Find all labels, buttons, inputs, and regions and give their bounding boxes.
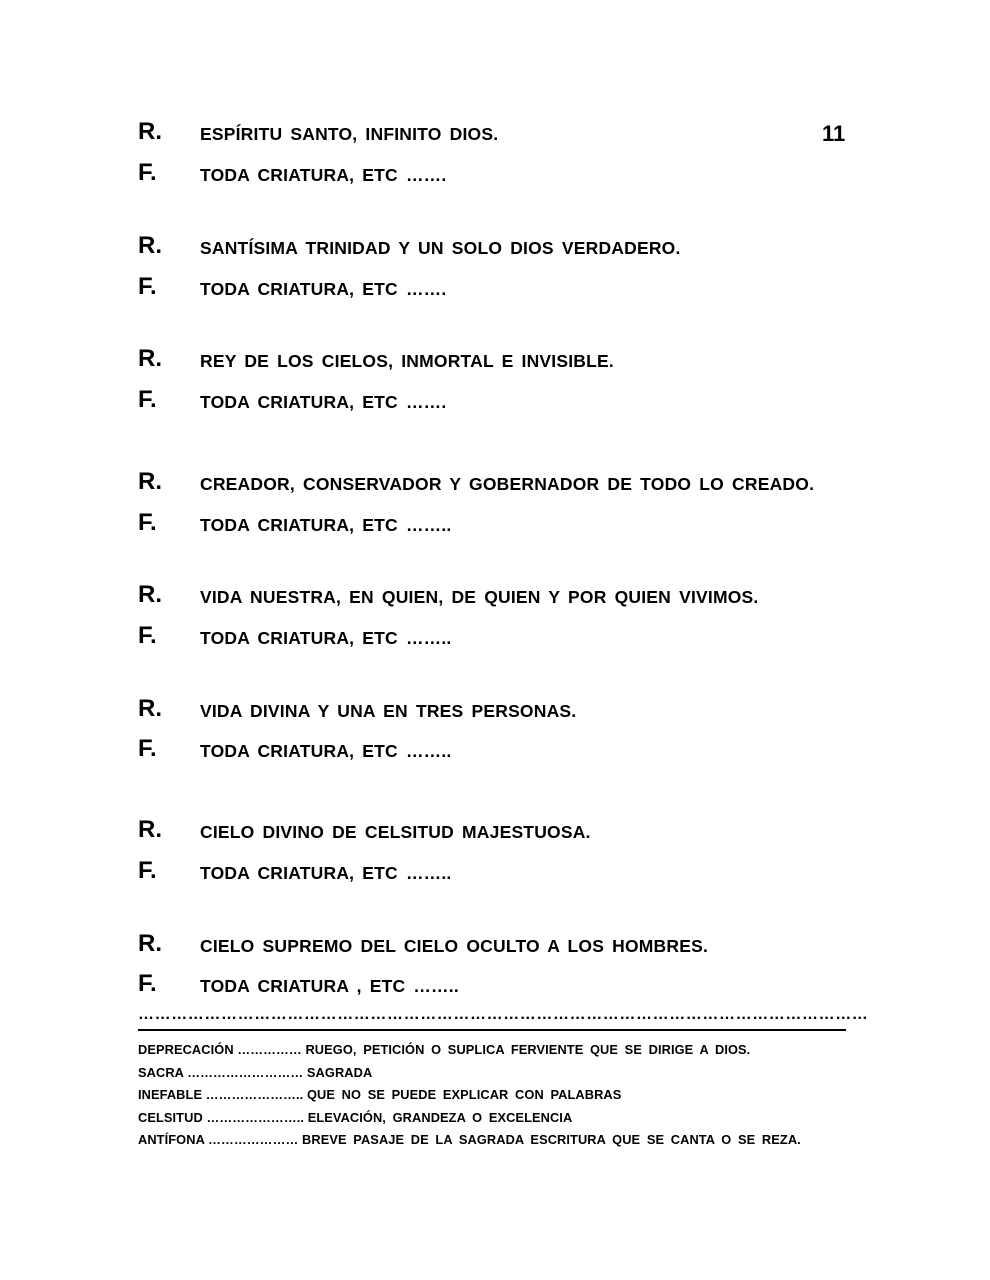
line-marker: R. <box>138 816 162 843</box>
glossary-definition: RUEGO, PETICIÓN O SUPLICA FERVIENTE QUE SE DIRIGE A DIOS. <box>305 1042 751 1057</box>
glossary-term: DEPRECACIÓN <box>138 1042 234 1057</box>
dotted-divider <box>138 1006 869 1031</box>
glossary-definition: QUE NO SE PUEDE EXPLICAR CON PALABRAS <box>306 1087 622 1102</box>
line-text: TODA CRIATURA, ETC ……. <box>200 279 447 299</box>
glossary-term: CELSITUD <box>138 1109 203 1125</box>
line-marker: R. <box>138 695 162 722</box>
line-text: TODA CRIATURA , ETC …….. <box>200 976 459 996</box>
glossary-term: INEFABLE <box>138 1087 203 1102</box>
divider-dots: …………………………………………………………………………………………………………………… <box>138 1006 869 1023</box>
line-marker: R. <box>138 232 162 259</box>
line-text: TODA CRIATURA, ETC …….. <box>200 741 452 761</box>
line-text: TODA CRIATURA, ETC ……. <box>200 165 447 185</box>
line-marker: F. <box>138 857 157 884</box>
line-marker: F. <box>138 386 157 413</box>
line-text: TODA CRIATURA, ETC ……. <box>200 392 447 412</box>
glossary-leader: ………………….. <box>206 1109 308 1125</box>
page-number: 11 <box>822 121 846 146</box>
line-marker: F. <box>138 273 157 300</box>
glossary-term: ANTÍFONA <box>138 1132 205 1147</box>
line-text: SANTÍSIMA TRINIDAD Y UN SOLO DIOS VERDADERO. <box>200 238 681 258</box>
line-marker: F. <box>138 509 157 536</box>
line-marker: R. <box>138 118 162 145</box>
line-marker: F. <box>138 159 157 186</box>
glossary-entry <box>138 1042 858 1065</box>
line-text: CREADOR, CONSERVADOR Y GOBERNADOR DE TODO LO CREADO. <box>200 474 815 494</box>
glossary-leader: ………………… <box>208 1132 303 1147</box>
line-text: REY DE LOS CIELOS, INMORTAL E INVISIBLE. <box>200 351 614 371</box>
line-text: VIDA NUESTRA, EN QUIEN, DE QUIEN Y POR QUIEN VIVIMOS. <box>200 587 759 607</box>
line-marker: R. <box>138 930 162 957</box>
line-marker: R. <box>138 581 162 608</box>
line-marker: R. <box>138 345 162 372</box>
glossary-entry <box>138 1132 858 1155</box>
glossary <box>138 1042 858 1155</box>
line-text: CIELO DIVINO DE CELSITUD MAJESTUOSA. <box>200 822 591 842</box>
glossary-leader: …………… <box>237 1042 306 1057</box>
line-text: VIDA DIVINA Y UNA EN TRES PERSONAS. <box>200 701 577 721</box>
glossary-definition: ELEVACIÓN, GRANDEZA O EXCELENCIA <box>307 1109 573 1125</box>
line-text: ESPÍRITU SANTO, INFINITO DIOS. <box>200 124 499 144</box>
glossary-definition: SAGRADA <box>306 1064 373 1080</box>
line-marker: F. <box>138 970 157 997</box>
line-marker: R. <box>138 468 162 495</box>
line-text: TODA CRIATURA, ETC …….. <box>200 628 452 648</box>
glossary-definition: BREVE PASAJE DE LA SAGRADA ESCRITURA QUE SE CANTA O SE REZA. <box>302 1132 801 1147</box>
line-marker: F. <box>138 735 157 762</box>
glossary-leader: ……………………… <box>187 1064 307 1080</box>
line-text: TODA CRIATURA, ETC …….. <box>200 515 452 535</box>
glossary-entry <box>138 1110 858 1133</box>
glossary-entry <box>138 1087 858 1110</box>
line-marker: F. <box>138 622 157 649</box>
line-text: TODA CRIATURA, ETC …….. <box>200 863 452 883</box>
glossary-leader: ………………….. <box>205 1087 307 1102</box>
glossary-entry <box>138 1065 858 1088</box>
line-text: CIELO SUPREMO DEL CIELO OCULTO A LOS HOMBRES. <box>200 936 709 956</box>
glossary-term: SACRA <box>138 1064 184 1080</box>
